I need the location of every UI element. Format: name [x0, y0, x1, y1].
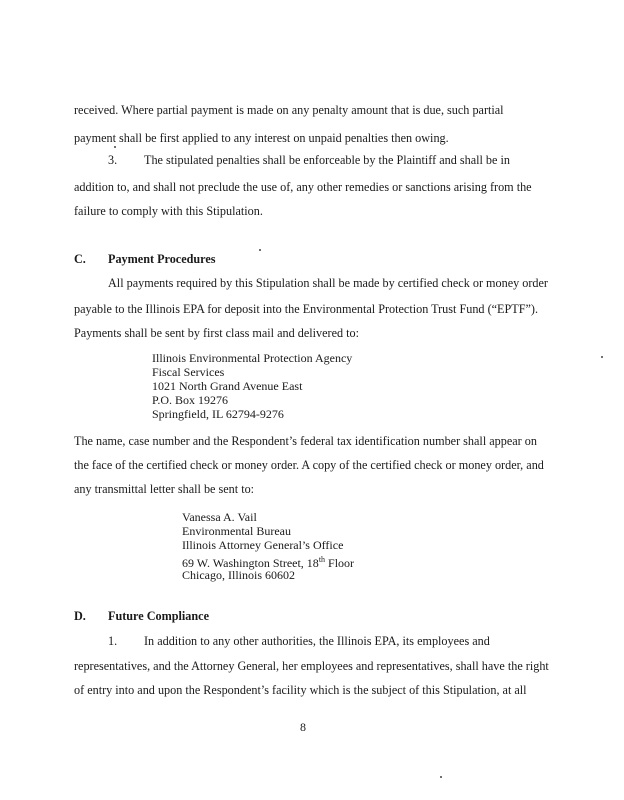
paragraph-line: representatives, and the Attorney General, her employees and representatives, shall have the right — [74, 659, 549, 673]
scan-speck — [440, 776, 442, 778]
address-line: 1021 North Grand Avenue East — [152, 379, 303, 393]
address-line: Vanessa A. Vail — [182, 510, 257, 524]
paragraph-line: payable to the Illinois EPA for deposit into the Environmental Protection Trust Fund (“EPTF”). — [74, 302, 538, 316]
page-number: 8 — [300, 720, 306, 734]
paragraph-line: The name, case number and the Respondent’s federal tax identification number shall appear on — [74, 434, 537, 448]
paragraph-line: any transmittal letter shall be sent to: — [74, 482, 255, 496]
address-line: Illinois Attorney General’s Office — [182, 538, 344, 552]
address-line: Springfield, IL 62794-9276 — [152, 407, 284, 421]
numbered-item-line — [108, 153, 510, 167]
paragraph-line: received. Where partial payment is made on any penalty amount that is due, such partial — [74, 103, 504, 117]
item-text: The stipulated penalties shall be enforceable by the Plaintiff and shall be in — [144, 153, 510, 167]
item-number: 3. — [108, 153, 118, 167]
item-number: 1. — [108, 634, 118, 648]
ordinal-suffix: th — [318, 555, 326, 564]
scan-speck — [601, 356, 603, 358]
paragraph-line: failure to comply with this Stipulation. — [74, 204, 263, 218]
paragraph-line: Payments shall be sent by first class mail and delivered to: — [74, 326, 359, 340]
address-line: Fiscal Services — [152, 365, 225, 379]
paragraph-line: of entry into and upon the Respondent’s facility which is the subject of this Stipulation, at all — [74, 683, 527, 697]
address-line: 69 W. Washington Street, 18th Floor — [182, 555, 355, 570]
item-text: In addition to any other authorities, the Illinois EPA, its employees and — [144, 634, 490, 648]
address-line: Illinois Environmental Protection Agency — [152, 351, 353, 365]
section-heading: Future Compliance — [108, 609, 209, 623]
scan-speck — [259, 249, 261, 251]
address-line: P.O. Box 19276 — [152, 393, 229, 407]
paragraph-line: All payments required by this Stipulation shall be made by certified check or money order — [108, 276, 548, 290]
section-letter: C. — [74, 252, 86, 266]
numbered-item-line — [108, 634, 490, 648]
address-line: Environmental Bureau — [182, 524, 291, 538]
paragraph-line: addition to, and shall not preclude the use of, any other remedies or sanctions arising from the — [74, 180, 532, 194]
section-heading: Payment Procedures — [108, 252, 216, 266]
address-line: Chicago, Illinois 60602 — [182, 568, 295, 582]
paragraph-line: payment shall be first applied to any interest on unpaid penalties then owing. — [74, 131, 449, 145]
scan-speck — [114, 146, 116, 148]
paragraph-line: the face of the certified check or money order. A copy of the certified check or money order, and — [74, 458, 544, 472]
section-letter: D. — [74, 609, 86, 623]
